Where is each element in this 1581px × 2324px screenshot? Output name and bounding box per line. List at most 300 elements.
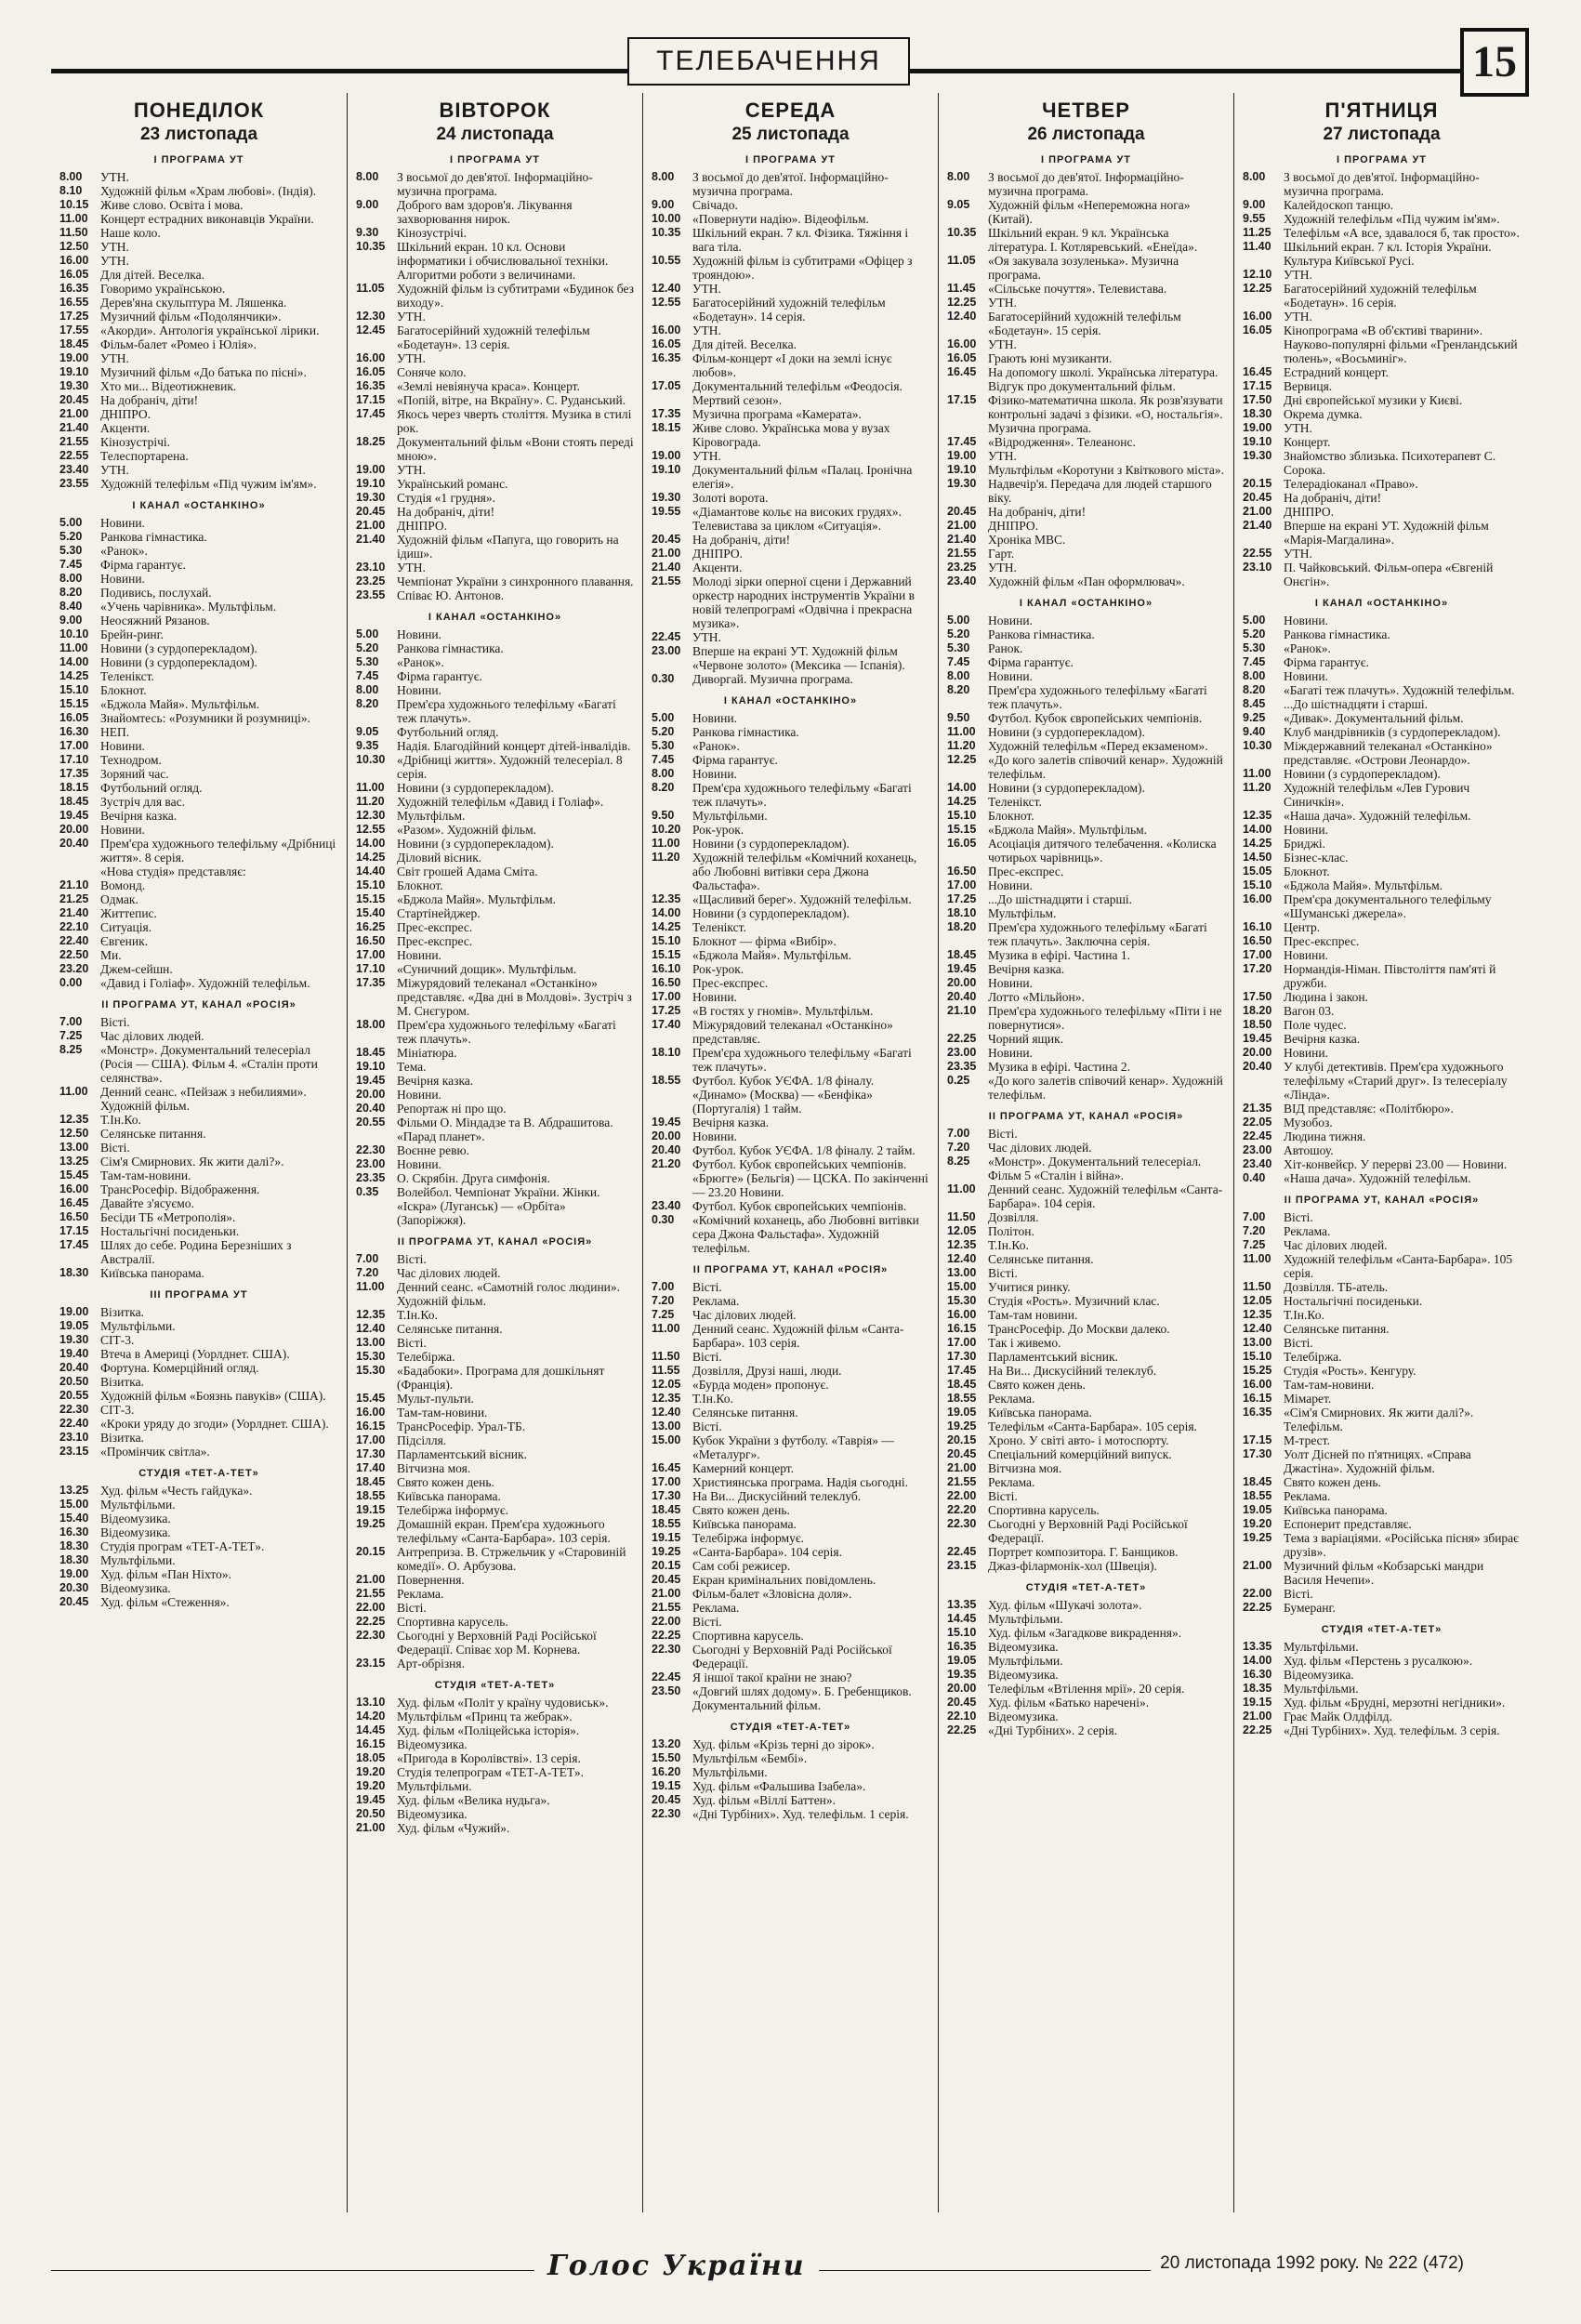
program-item bbox=[947, 1447, 1225, 1461]
program-item bbox=[1243, 627, 1521, 641]
program-title: Телебіржа. bbox=[397, 1350, 455, 1364]
program-title: Худ. фільм «Загадкове викрадення». bbox=[988, 1626, 1182, 1640]
program-item bbox=[59, 1525, 338, 1539]
program-time: 18.55 bbox=[652, 1074, 681, 1087]
program-time: 8.00 bbox=[1243, 170, 1266, 183]
program-item bbox=[59, 198, 338, 212]
day-date: 24 листопада bbox=[436, 125, 554, 144]
program-item bbox=[356, 1587, 634, 1601]
program-title: Документальний телефільм «Феодосія. Мертвий сезон». bbox=[692, 379, 902, 407]
program-time: 19.30 bbox=[356, 491, 386, 504]
program-item bbox=[652, 962, 929, 976]
program-item bbox=[947, 711, 1225, 725]
program-time: 16.05 bbox=[59, 268, 89, 281]
program-time: 16.45 bbox=[59, 1196, 89, 1209]
program-item bbox=[356, 739, 634, 753]
program-item bbox=[652, 379, 929, 407]
program-time: 16.05 bbox=[1243, 324, 1272, 337]
program-title: Еспонерит представляє. bbox=[1284, 1517, 1412, 1531]
program-time: 17.00 bbox=[947, 878, 977, 891]
program-title: Автошоу. bbox=[1284, 1143, 1334, 1157]
program-time: 20.45 bbox=[652, 1573, 681, 1586]
program-item bbox=[947, 1141, 1225, 1155]
program-item bbox=[1243, 1475, 1521, 1489]
program-item bbox=[1243, 1046, 1521, 1060]
day-date: 27 листопада bbox=[1323, 125, 1441, 144]
program-item bbox=[59, 711, 338, 725]
program-time: 15.10 bbox=[947, 809, 977, 822]
program-time: 17.55 bbox=[59, 324, 89, 337]
program-title: «Дрібниці життя». Художній телесеріал. 8 серія. bbox=[397, 753, 623, 781]
program-item bbox=[356, 627, 634, 641]
program-title: Диворгай. Музична програма. bbox=[692, 672, 853, 686]
channel-heading: I ПРОГРАМА УТ bbox=[1336, 154, 1428, 165]
program-time: 19.25 bbox=[1243, 1531, 1272, 1544]
program-item bbox=[1243, 198, 1521, 212]
program-time: 20.45 bbox=[652, 1793, 681, 1806]
program-title: Документальний фільм «Палац. Іронічна елегія». bbox=[692, 463, 913, 491]
program-time: 15.05 bbox=[1243, 865, 1272, 878]
program-title: Для дітей. Веселка. bbox=[100, 268, 204, 282]
program-item bbox=[356, 324, 634, 351]
program-time: 13.00 bbox=[947, 1266, 977, 1279]
program-time: 21.00 bbox=[652, 547, 681, 560]
program-time: 9.00 bbox=[1243, 198, 1266, 211]
program-title: Уолт Дісней по п'ятницях. «Справа Джастіна». Художній фільм. bbox=[1284, 1447, 1471, 1475]
program-time: 20.15 bbox=[356, 1545, 386, 1558]
program-title: Музика в ефірі. Частина 1. bbox=[988, 948, 1130, 962]
program-title: Новини (з сурдоперекладом). bbox=[397, 781, 554, 795]
program-time: 0.35 bbox=[356, 1185, 379, 1198]
program-title: На Ви... Дискусійний телеклуб. bbox=[988, 1364, 1157, 1378]
program-time: 15.15 bbox=[59, 697, 89, 710]
program-title: «До кого залетів співочий кенар». Художній телефільм. bbox=[988, 753, 1223, 781]
program-item bbox=[652, 198, 929, 212]
program-time: 19.55 bbox=[652, 505, 681, 518]
program-item bbox=[59, 1333, 338, 1347]
program-item bbox=[1243, 212, 1521, 226]
program-title: Фільми О. Міндадзе та В. Абдрашитова. «Парад планет». bbox=[397, 1116, 613, 1143]
program-item bbox=[947, 1696, 1225, 1710]
program-time: 21.55 bbox=[947, 1475, 977, 1488]
program-time: 16.50 bbox=[947, 865, 977, 878]
program-time: 16.05 bbox=[947, 837, 977, 850]
program-item bbox=[947, 823, 1225, 837]
program-time: 20.45 bbox=[947, 505, 977, 518]
program-title: Футбол. Кубок УЄФА. 1/8 фіналу. 2 тайм. bbox=[692, 1143, 916, 1157]
program-time: 20.40 bbox=[59, 837, 89, 850]
program-time: 21.00 bbox=[59, 407, 89, 420]
program-item bbox=[1243, 1654, 1521, 1668]
program-item bbox=[356, 1143, 634, 1157]
program-title: Камерний концерт. bbox=[692, 1461, 795, 1475]
program-time: 19.15 bbox=[356, 1503, 386, 1516]
program-item bbox=[59, 1445, 338, 1459]
program-time: 11.00 bbox=[59, 212, 88, 225]
program-item bbox=[59, 1210, 338, 1224]
channel-heading: СТУДІЯ «ТЕТ-А-ТЕТ» bbox=[1025, 1582, 1147, 1593]
program-title: На добраніч, діти! bbox=[397, 505, 495, 519]
program-title: Сам собі режисер. bbox=[692, 1559, 791, 1573]
program-time: 22.25 bbox=[652, 1629, 681, 1642]
program-time: 18.55 bbox=[652, 1517, 681, 1530]
program-time: 20.40 bbox=[356, 1102, 386, 1115]
program-title: Спортивна карусель. bbox=[692, 1629, 804, 1643]
program-time: 22.55 bbox=[59, 449, 89, 462]
program-title: Бесіди ТБ «Метрополія». bbox=[100, 1210, 236, 1224]
program-item bbox=[652, 753, 929, 767]
program-time: 19.00 bbox=[947, 449, 977, 462]
channel-heading: I КАНАЛ «ОСТАНКІНО» bbox=[428, 612, 562, 623]
program-time: 8.20 bbox=[59, 586, 83, 599]
program-time: 18.30 bbox=[59, 1539, 89, 1552]
program-item bbox=[652, 920, 929, 934]
program-title: Вісті. bbox=[1284, 1336, 1313, 1350]
program-time: 8.00 bbox=[947, 170, 970, 183]
program-title: ТрансРосефір. До Москви далеко. bbox=[988, 1322, 1170, 1336]
program-title: З восьмої до дев'ятої. Інформаційно-музична програма. bbox=[692, 170, 889, 198]
program-title: Телебіржа інформує. bbox=[397, 1503, 508, 1517]
program-item bbox=[1243, 477, 1521, 491]
program-time: 5.30 bbox=[1243, 641, 1266, 654]
program-item bbox=[59, 516, 338, 530]
program-item bbox=[59, 948, 338, 962]
program-time: 18.30 bbox=[59, 1266, 89, 1279]
program-item bbox=[947, 1654, 1225, 1668]
program-title: Худ. фільм «Велика нудьга». bbox=[397, 1793, 550, 1807]
program-title: Хто ми... Відеотижневик. bbox=[100, 379, 237, 393]
program-time: 7.25 bbox=[652, 1308, 675, 1321]
program-time: 16.00 bbox=[947, 337, 977, 350]
program-time: 9.55 bbox=[1243, 212, 1266, 225]
program-title: Шкільний екран. 10 кл. Основи інформатики і обчислювальної техніки. Алгоритми роботи з величинами. bbox=[397, 240, 609, 282]
program-item bbox=[947, 1461, 1225, 1475]
program-item bbox=[947, 1626, 1225, 1640]
program-item bbox=[356, 1461, 634, 1475]
program-title: Новини. bbox=[100, 739, 145, 753]
program-title: «Сільське почуття». Телевистава. bbox=[988, 282, 1167, 296]
program-item bbox=[356, 1737, 634, 1751]
program-title: Фортуна. Комерційний огляд. bbox=[100, 1361, 259, 1375]
program-item bbox=[947, 561, 1225, 574]
program-time: 23.40 bbox=[652, 1199, 681, 1212]
program-title: Худ. фільм «Стеження». bbox=[100, 1595, 230, 1609]
program-item bbox=[652, 1074, 929, 1116]
program-item bbox=[1243, 865, 1521, 878]
program-item bbox=[1243, 1322, 1521, 1336]
program-title: Вечірня казка. bbox=[692, 1116, 770, 1129]
program-time: 23.10 bbox=[356, 561, 386, 574]
program-item bbox=[1243, 435, 1521, 449]
program-time: 16.10 bbox=[1243, 920, 1272, 933]
program-title: Блокнот. bbox=[1284, 865, 1330, 878]
program-item bbox=[947, 1640, 1225, 1654]
program-title: УТН. bbox=[1284, 421, 1312, 435]
program-time: 17.00 bbox=[947, 1336, 977, 1349]
program-title: З восьмої до дев'ятої. Інформаційно-музична програма. bbox=[397, 170, 593, 198]
program-time: 11.00 bbox=[1243, 767, 1271, 780]
program-time: 22.20 bbox=[947, 1503, 977, 1516]
program-title: Шлях до себе. Родина Березніших з Австралії. bbox=[100, 1238, 292, 1266]
program-title: Новини. bbox=[1284, 1046, 1328, 1060]
program-time: 22.30 bbox=[356, 1143, 386, 1156]
program-item bbox=[59, 823, 338, 837]
program-time: 7.25 bbox=[1243, 1238, 1266, 1251]
program-item bbox=[652, 1433, 929, 1461]
program-time: 16.35 bbox=[1243, 1406, 1272, 1419]
program-title: Центр. bbox=[1284, 920, 1321, 934]
program-title: Мультфільм. bbox=[397, 809, 466, 823]
program-time: 22.40 bbox=[59, 934, 89, 947]
program-title: Відеомузика. bbox=[1284, 1668, 1354, 1682]
program-item bbox=[947, 1475, 1225, 1489]
program-title: «Багаті теж плачуть». Художній телефільм. bbox=[1284, 683, 1515, 697]
program-title: Новини. bbox=[988, 878, 1033, 892]
program-title: Вісті. bbox=[692, 1419, 722, 1433]
program-item bbox=[59, 435, 338, 449]
program-title: УТН. bbox=[100, 351, 129, 365]
program-title: Т.Ін.Ко. bbox=[1284, 1308, 1324, 1322]
program-title: Парламентський вісник. bbox=[397, 1447, 527, 1461]
program-title: Арт-обрізня. bbox=[397, 1657, 465, 1670]
program-time: 18.10 bbox=[947, 906, 977, 919]
program-title: Ранкова гімнастика. bbox=[1284, 627, 1390, 641]
program-item bbox=[59, 1127, 338, 1141]
program-time: 20.45 bbox=[947, 1696, 977, 1709]
program-title: Телерадіоканал «Право». bbox=[1284, 477, 1418, 491]
program-item bbox=[1243, 948, 1521, 962]
program-title: У клубі детективів. Прем'єра художнього телефільму «Старий друг». Із телесеріалу «Лінда». bbox=[1284, 1060, 1508, 1102]
program-time: 17.45 bbox=[356, 407, 386, 420]
program-item bbox=[1243, 1378, 1521, 1392]
program-item bbox=[356, 1503, 634, 1517]
program-item bbox=[356, 1489, 634, 1503]
program-title: Багатосерійний художній телефільм «Бодетаун». 13 серія. bbox=[397, 324, 590, 351]
program-time: 5.00 bbox=[356, 627, 379, 640]
program-item bbox=[356, 1171, 634, 1185]
program-item bbox=[1243, 1280, 1521, 1294]
program-time: 12.10 bbox=[1243, 268, 1272, 281]
program-item bbox=[652, 1503, 929, 1517]
program-item bbox=[1243, 379, 1521, 393]
program-time: 17.25 bbox=[59, 310, 89, 323]
day-date: 26 листопада bbox=[1027, 125, 1145, 144]
program-title: Кінозустрічі. bbox=[100, 435, 171, 449]
program-time: 11.20 bbox=[356, 795, 385, 808]
program-item bbox=[947, 310, 1225, 337]
program-item bbox=[1243, 725, 1521, 739]
program-item bbox=[356, 655, 634, 669]
program-item bbox=[947, 1060, 1225, 1074]
program-time: 8.00 bbox=[652, 767, 675, 780]
program-title: Вісті. bbox=[692, 1615, 722, 1629]
program-time: 13.00 bbox=[356, 1336, 386, 1349]
program-item bbox=[947, 547, 1225, 561]
program-item bbox=[947, 1517, 1225, 1545]
program-item bbox=[1243, 1171, 1521, 1185]
program-title: «Монстр». Документальний телесеріал. Фільм 5 «Сталін і війна». bbox=[988, 1155, 1202, 1182]
program-item bbox=[356, 697, 634, 725]
program-title: Грають юні музиканти. bbox=[988, 351, 1113, 365]
program-time: 12.40 bbox=[947, 1252, 977, 1265]
program-item bbox=[652, 212, 929, 226]
program-time: 22.45 bbox=[1243, 1129, 1272, 1142]
program-time: 17.45 bbox=[947, 435, 977, 448]
program-item bbox=[59, 240, 338, 254]
program-item bbox=[59, 976, 338, 990]
program-time: 18.20 bbox=[947, 920, 977, 933]
program-title: Естрадний концерт. bbox=[1284, 365, 1389, 379]
program-item bbox=[947, 920, 1225, 948]
program-time: 8.20 bbox=[1243, 683, 1266, 696]
program-item bbox=[652, 1406, 929, 1419]
program-title: Портрет композитора. Г. Банщиков. bbox=[988, 1545, 1179, 1559]
program-title: Реклама. bbox=[1284, 1489, 1331, 1503]
program-title: Телебіржа інформує. bbox=[692, 1531, 804, 1545]
program-item bbox=[356, 1364, 634, 1392]
program-item bbox=[947, 1252, 1225, 1266]
program-item bbox=[59, 1347, 338, 1361]
page-footer bbox=[51, 2250, 1529, 2294]
program-item bbox=[652, 407, 929, 421]
program-title: ТрансРосефір. Відображення. bbox=[100, 1182, 260, 1196]
program-time: 16.05 bbox=[356, 365, 386, 378]
program-item bbox=[947, 1668, 1225, 1682]
program-title: Вісті. bbox=[988, 1266, 1018, 1280]
program-title: Денний сеанс. «Пейзаж з небилиями». Художній фільм. bbox=[100, 1085, 307, 1113]
program-item bbox=[356, 463, 634, 477]
program-item bbox=[1243, 449, 1521, 477]
program-time: 16.50 bbox=[59, 1210, 89, 1223]
program-title: Зоряний час. bbox=[100, 767, 169, 781]
program-title: «Бджола Майя». Мультфільм. bbox=[397, 892, 557, 906]
program-title: Новини. bbox=[100, 572, 145, 586]
program-time: 14.50 bbox=[1243, 851, 1272, 864]
program-title: Воєнне ревю. bbox=[397, 1143, 469, 1157]
program-item bbox=[59, 725, 338, 739]
program-title: Художній фільм «Непереможна нога» (Китай). bbox=[988, 198, 1191, 226]
program-title: Там-там-новини. bbox=[100, 1169, 191, 1182]
program-time: 21.00 bbox=[356, 1821, 386, 1834]
program-time: 16.45 bbox=[1243, 365, 1272, 378]
program-item bbox=[356, 1447, 634, 1461]
program-time: 15.15 bbox=[947, 823, 977, 836]
program-title: Кубок України з футболу. «Таврія» — «Металург». bbox=[692, 1433, 894, 1461]
program-title: Новини. bbox=[692, 990, 737, 1004]
program-time: 9.00 bbox=[652, 198, 675, 211]
program-item bbox=[652, 1004, 929, 1018]
program-title: Вісті. bbox=[100, 1015, 130, 1029]
program-title: Фізико-математична школа. Як розв'язувати контрольні задачі з фізики. «О, ностальгія». Музична програма. bbox=[988, 393, 1223, 435]
program-time: 11.45 bbox=[947, 282, 976, 295]
program-title: Новини. bbox=[692, 711, 737, 725]
program-item bbox=[652, 533, 929, 547]
program-time: 22.50 bbox=[59, 948, 89, 961]
program-time: 15.45 bbox=[356, 1392, 386, 1405]
day-column bbox=[642, 93, 938, 2212]
program-title: Євгеник. bbox=[100, 934, 149, 948]
program-item bbox=[1243, 1032, 1521, 1046]
program-title: Наше коло. bbox=[100, 226, 161, 240]
program-time: 22.10 bbox=[947, 1710, 977, 1723]
program-item bbox=[1243, 1308, 1521, 1322]
program-item bbox=[652, 324, 929, 337]
program-title: Акценти. bbox=[692, 561, 743, 574]
program-time: 20.00 bbox=[1243, 1046, 1272, 1059]
program-title: УТН. bbox=[397, 351, 426, 365]
program-title: Теленікст. bbox=[988, 795, 1042, 809]
section-rubric: ТЕЛЕБАЧЕННЯ bbox=[627, 37, 910, 86]
program-time: 16.00 bbox=[1243, 310, 1272, 323]
program-item bbox=[1243, 226, 1521, 240]
program-item bbox=[59, 1553, 338, 1567]
program-title: Рок-урок. bbox=[692, 962, 744, 976]
program-item bbox=[356, 1433, 634, 1447]
program-title: Якось через чверть століття. Музика в стилі рок. bbox=[397, 407, 632, 435]
program-title: Худ. фільм «Поліцейська історія». bbox=[397, 1723, 580, 1737]
program-time: 19.20 bbox=[1243, 1517, 1272, 1530]
program-title: Надія. Благодійний концерт дітей-інвалідів. bbox=[397, 739, 631, 753]
program-item bbox=[652, 254, 929, 282]
program-item bbox=[356, 1252, 634, 1266]
program-time: 14.25 bbox=[947, 795, 977, 808]
program-time: 12.05 bbox=[1243, 1294, 1272, 1307]
program-title: Візитка. bbox=[100, 1431, 144, 1445]
program-time: 17.00 bbox=[356, 948, 386, 961]
program-title: «Щасливий берег». Художній телефільм. bbox=[692, 892, 912, 906]
program-time: 17.00 bbox=[1243, 948, 1272, 961]
program-title: Прем'єра художнього телефільму «Дрібниці життя». 8 серія. bbox=[100, 837, 336, 865]
program-title: СІТ-3. bbox=[100, 1333, 135, 1347]
program-title: Стартінейджер. bbox=[397, 906, 481, 920]
program-time: 12.25 bbox=[947, 296, 977, 309]
program-time: 16.35 bbox=[356, 379, 386, 392]
program-item bbox=[356, 865, 634, 878]
program-item bbox=[59, 365, 338, 379]
program-item bbox=[652, 1143, 929, 1157]
program-time: 19.05 bbox=[1243, 1503, 1272, 1516]
program-title: Калейдоскоп танцю. bbox=[1284, 198, 1394, 212]
program-time: 19.05 bbox=[947, 1654, 977, 1667]
program-item bbox=[59, 1431, 338, 1445]
program-title: ДНІПРО. bbox=[988, 519, 1038, 533]
program-title: На добраніч, діти! bbox=[692, 533, 791, 547]
program-time: 17.45 bbox=[947, 1364, 977, 1377]
program-time: 17.10 bbox=[356, 962, 386, 975]
program-item bbox=[356, 669, 634, 683]
program-time: 19.10 bbox=[652, 463, 681, 476]
program-time: 16.55 bbox=[59, 296, 89, 309]
program-title: Відеомузика. bbox=[988, 1640, 1059, 1654]
program-title: Вечірня казка. bbox=[988, 962, 1065, 976]
program-item bbox=[652, 1615, 929, 1629]
program-title: Новини (з сурдоперекладом). bbox=[692, 906, 850, 920]
program-title: Вомонд. bbox=[100, 878, 146, 892]
program-item bbox=[1243, 365, 1521, 379]
program-item bbox=[947, 1004, 1225, 1032]
program-title: Художній фільм із субтитрами «Офіцер з трояндою». bbox=[692, 254, 913, 282]
program-item bbox=[59, 226, 338, 240]
program-title: «Кроки уряду до згоди» (Уорлднет. США). bbox=[100, 1417, 329, 1431]
program-title: Мульт-пульти. bbox=[397, 1392, 474, 1406]
program-time: 19.25 bbox=[947, 1419, 977, 1433]
program-title: Джем-сейшн. bbox=[100, 962, 173, 976]
program-item bbox=[356, 1322, 634, 1336]
program-item bbox=[1243, 711, 1521, 725]
program-item bbox=[356, 1116, 634, 1143]
program-time: 7.20 bbox=[652, 1294, 675, 1307]
program-item bbox=[59, 586, 338, 600]
